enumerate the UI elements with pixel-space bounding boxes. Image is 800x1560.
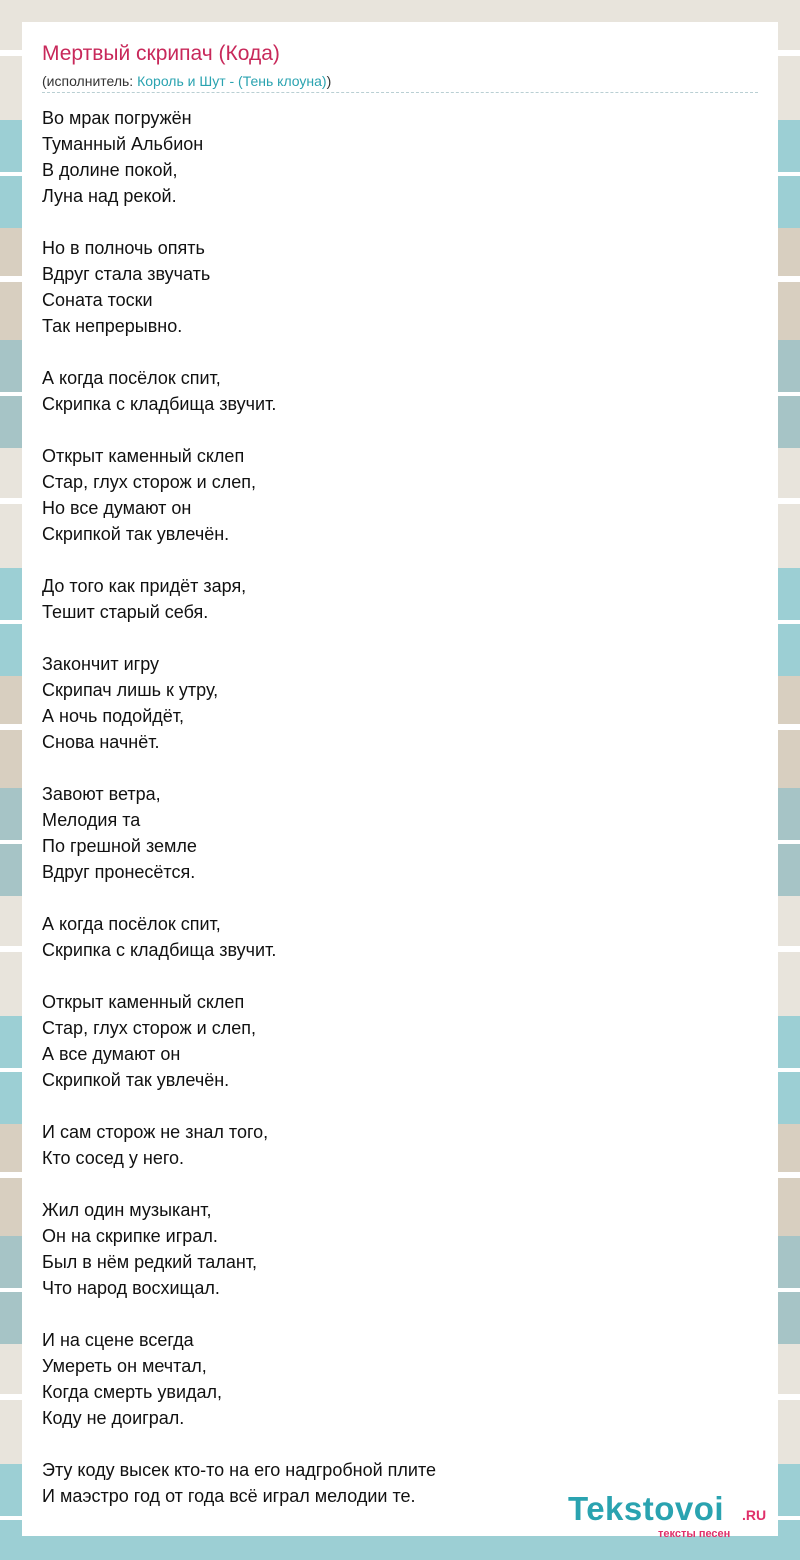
lyric-line: Луна над рекой. [42,186,177,206]
lyric-line: Жил один музыкант, [42,1200,212,1220]
lyrics-body [42,105,758,1509]
lyric-line: Что народ восхищал. [42,1278,220,1298]
lyric-line: Кто сосед у него. [42,1148,185,1168]
lyric-line: Умереть он мечтал, [42,1356,207,1376]
lyric-line: Вдруг стала звучать [42,264,211,284]
lyric-line: Он на скрипке играл. [42,1226,218,1246]
lyric-line: Скрипка с кладбища звучит. [42,940,277,960]
lyric-line: В долине покой, [42,160,178,180]
stanza-gap [42,963,758,989]
lyric-line: Скрипкой так увлечён. [42,524,230,544]
lyric-line: Завоют ветра, [42,784,161,804]
lyric-line: А когда посёлок спит, [42,368,221,388]
lyric-line: Открыт каменный склеп [42,446,245,466]
lyric-line: По грешной земле [42,836,197,856]
logo-wordmark: Tekstovoi [568,1490,725,1527]
stanza-gap [42,547,758,573]
lyrics-card [22,22,778,1540]
lyric-line: Стар, глух сторож и слеп, [42,472,256,492]
performer-suffix: ) [326,73,332,89]
stanza-gap [42,339,758,365]
stanza-gap [42,209,758,235]
stanza-gap [42,1093,758,1119]
performer-info [42,73,331,89]
song-title: Мертвый скрипач (Кода) [42,42,280,65]
lyric-line: Коду не доиграл. [42,1408,185,1428]
lyric-line: Туманный Альбион [42,134,204,154]
title-divider [42,92,758,93]
lyric-line: Скрипка с кладбища звучит. [42,394,277,414]
lyric-line: Так непрерывно. [42,316,183,336]
lyric-line: Открыт каменный склеп [42,992,245,1012]
stanza-gap [42,755,758,781]
lyric-line: Стар, глух сторож и слеп, [42,1018,256,1038]
stanza-gap [42,417,758,443]
lyric-line: И маэстро год от года всё играл мелодии те. [42,1486,416,1506]
site-logo[interactable] [568,1490,778,1540]
stanza-gap [42,885,758,911]
lyric-line: Скрипкой так увлечён. [42,1070,230,1090]
lyric-line: А когда посёлок спит, [42,914,221,934]
lyric-line: Был в нём редкий талант, [42,1252,258,1272]
lyric-line: И на сцене всегда [42,1330,194,1350]
stanza-gap [42,1301,758,1327]
logo-tagline: тексты песен [658,1528,731,1540]
lyric-line: И сам сторож не знал того, [42,1122,269,1142]
stanza-gap [42,1171,758,1197]
lyric-line: Эту коду высек кто-то на его надгробной плите [42,1460,437,1480]
lyric-line: Снова начнёт. [42,732,160,752]
stanza-gap [42,1431,758,1457]
lyric-line: Соната тоски [42,290,153,310]
lyric-line: Когда смерть увидал, [42,1382,223,1402]
lyric-line: Но в полночь опять [42,238,205,258]
lyric-line: Но все думают он [42,498,192,518]
lyric-line: Мелодия та [42,810,141,830]
lyric-line: До того как придёт заря, [42,576,247,596]
stanza-gap [42,625,758,651]
lyric-line: Тешит старый себя. [42,602,209,622]
lyric-line: Закончит игру [42,654,160,674]
performer-prefix: (исполнитель: [42,73,138,89]
lyric-line: Вдруг пронесётся. [42,862,196,882]
lyric-line: А все думают он [42,1044,181,1064]
lyric-line: А ночь подойдёт, [42,706,185,726]
lyric-line: Скрипач лишь к утру, [42,680,219,700]
lyric-line: Во мрак погружён [42,108,192,128]
logo-domain: .RU [742,1507,767,1523]
performer-link[interactable]: Король и Шут - (Тень клоуна) [137,73,327,89]
